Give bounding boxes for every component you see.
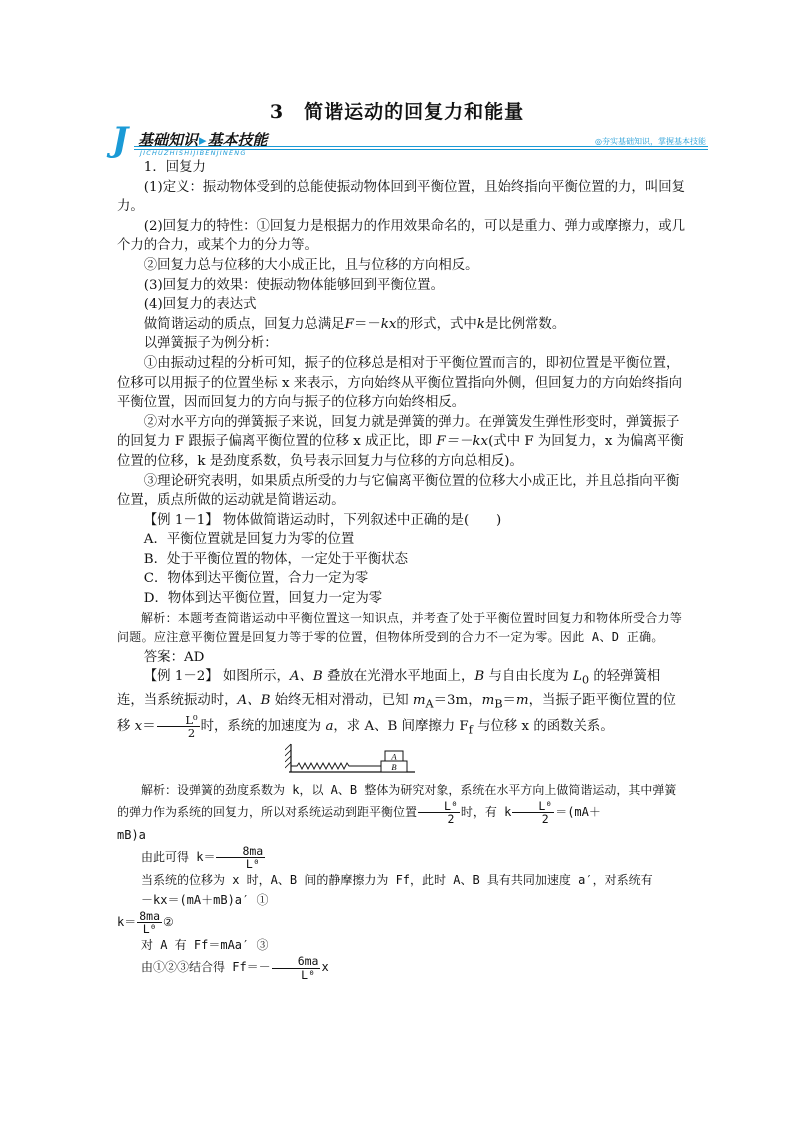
text-span: 做简谐运动的质点，回复力总满足 <box>143 316 345 332</box>
text-span: ＝ <box>142 718 156 734</box>
block-b-label: B <box>391 762 397 773</box>
banner-letter: J <box>112 120 129 160</box>
para-spring-1: ①由振动过程的分析可知，振子的位移总是相对于平衡位置而言的，即初位置是平衡位置，位移可以用振子的位置坐标 x 来表示，方向始终从平衡位置指向外侧，但回复力的方向始终指向平衡位置，因而回复力的方向与振子的位移方向始终相反。 <box>117 355 683 411</box>
section-banner <box>112 120 708 161</box>
heading-restoring-force: 1．回复力 <box>143 160 206 175</box>
para-characteristic-2: ②回复力总与位移的大小成正比，且与位移的方向相反。 <box>143 257 479 273</box>
example-2-question <box>117 667 687 740</box>
example-1-option-a: A．平衡位置就是回复力为零的位置 <box>143 532 355 548</box>
text-span: A <box>425 697 434 711</box>
block-a-label: A <box>391 751 397 762</box>
text-span: L <box>573 669 582 685</box>
para-definition: (1)定义：振动物体受到的总能使振动物体回到平衡位置，且始终指向平衡位置的力，叫回复力。 <box>117 179 685 215</box>
formula-F: F <box>344 316 354 332</box>
text-span: ② <box>163 915 174 930</box>
text-span: 与位移 x 的函数关系。 <box>472 718 614 734</box>
text-span: 时，系统的加速度为 <box>200 718 326 734</box>
text-span: m <box>515 692 529 708</box>
spring-figure <box>117 740 687 780</box>
text-span: A、B <box>289 669 323 685</box>
text-span: 的轻弹簧相连，当系统振动时， <box>117 669 661 708</box>
text-span: ＝ <box>502 692 516 708</box>
text-span: ＝(mA＋ <box>555 805 601 820</box>
page-title: 3 简谐运动的回复力和能量 <box>269 101 525 123</box>
para-characteristic: (2)回复力的特性：①回复力是根据力的作用效果命名的，可以是重力、弹力或摩擦力，或几个力的合力，或某个力的分力等。 <box>117 218 685 254</box>
example-2-solution-1b: mB)a <box>117 828 146 843</box>
spring <box>291 763 381 769</box>
text-span: ，求 A、B 间摩擦力 F <box>333 718 469 734</box>
fraction <box>418 800 460 825</box>
fraction <box>272 955 321 980</box>
fraction-denominator: 2 <box>541 812 549 827</box>
text-span: k＝ <box>117 915 137 930</box>
fraction-denominator: L⁰ <box>301 967 315 982</box>
para-expression: (4)回复力的表达式 <box>143 297 257 313</box>
fraction-numerator: L⁰ <box>418 800 460 813</box>
example-2-solution-3: 当系统的位移为 x 时，A、B 间的静摩擦力为 Ff，此时 A、B 具有共同加速度 a′，对系统有 <box>141 873 653 888</box>
text-span: 【例 1－2】 如图所示， <box>143 669 290 685</box>
formula-hooke: F＝－kx <box>436 434 489 450</box>
fraction <box>512 800 554 825</box>
banner-plus-icon: ▸ <box>199 131 207 149</box>
para-expression-body <box>117 315 687 335</box>
text-span: ＝3m， <box>433 692 482 708</box>
text-span: (式中 F 为回复力，x 为偏离平衡位置的位移，k 是劲度系数，负号表示回复力与位移的方向总相反)。 <box>117 434 684 469</box>
formula-kx: kx <box>380 316 397 332</box>
text-span: ②对水平方向的弹簧振子来说，回复力就是弹簧的弹力。在弹簧发生弹性形变时，弹簧振子的回复力 F 跟振子偏离平衡位置的位移 x 成正比，即 <box>117 414 680 450</box>
text-span: A、B <box>237 692 271 708</box>
text-span: ＝－ <box>353 316 381 332</box>
para-spring-intro: 以弹簧振子为例分析： <box>143 336 278 352</box>
para-spring-3: ③理论研究表明，如果质点所受的力与它偏离平衡位置的位移大小成正比，并且总指向平衡位置，质点所做的运动就是简谐运动。 <box>117 473 680 509</box>
wall-hatch <box>285 744 291 768</box>
fraction-denominator: 2 <box>187 725 196 740</box>
text-span: m <box>412 692 426 708</box>
example-1-option-b: B．处于平衡位置的物体，一定处于平衡状态 <box>143 551 409 567</box>
spring-diagram <box>285 740 425 778</box>
fraction <box>157 714 200 739</box>
fraction-denominator: L⁰ <box>142 922 157 937</box>
text-span: 的形式，式中 <box>396 316 477 332</box>
fraction-numerator: 6ma <box>272 955 321 968</box>
text-span: x <box>321 960 329 975</box>
fraction <box>137 910 162 935</box>
text-span: 时，有 k <box>460 805 512 820</box>
fraction-numerator: 8ma <box>139 909 161 924</box>
banner-pinyin: JICHUZHISHIJIBENJINENG <box>140 149 247 157</box>
example-1-question: 【例 1－1】 物体做简谐运动时，下列叙述中正确的是( ) <box>143 512 502 528</box>
text-span: 叠放在光滑水平地面上， <box>322 669 475 685</box>
text-span: B <box>494 697 503 711</box>
para-spring-2 <box>117 413 687 472</box>
text-span: f <box>468 723 473 737</box>
fraction-numerator: L⁰ <box>512 800 554 813</box>
example-2-solution-6: 对 A 有 Ff＝mAa′ ③ <box>141 938 269 953</box>
text-span: a <box>325 718 334 734</box>
text-span: 由此可得 k＝ <box>141 850 216 865</box>
example-2-solution-1 <box>117 780 687 825</box>
banner-slogan: ◎夯实基础知识，掌握基本技能 <box>595 137 706 146</box>
fraction-numerator: L⁰ <box>157 714 200 727</box>
fraction-numerator: 8ma <box>216 845 265 858</box>
formula-k: k <box>476 316 485 332</box>
text-span: 由①②③结合得 Ff＝－ <box>141 960 271 975</box>
banner-title-a: 基础知识 <box>138 131 199 149</box>
text-span: 解析：设弹簧的劲度系数为 k，以 A、B 整体为研究对象，系统在水平方向上做简谐运动，其中弹簧的弹力作为系统的回复力，所以对系统运动到距平衡位置 <box>117 783 677 820</box>
example-1-option-d: D．物体到达平衡位置，回复力一定为零 <box>143 591 383 607</box>
example-2-solution-4: －kx＝(mA＋mB)a′ ① <box>141 893 269 908</box>
example-1-option-c: C．物体到达平衡位置，合力一定为零 <box>143 571 369 587</box>
fraction-denominator: L⁰ <box>245 857 260 872</box>
text-span: 0 <box>581 673 590 687</box>
fraction-denominator: 2 <box>447 812 455 827</box>
text-span: x <box>134 718 143 734</box>
text-span: 是比例常数。 <box>484 316 566 332</box>
example-1-explanation: 解析：本题考查简谐运动中平衡位置这一知识点，并考查了处于平衡位置时回复力和物体所受合力等问题。应注意平衡位置是回复力等于零的位置，但物体所受到的合力不一定为零。因此 A、D 正确。 <box>117 610 683 645</box>
document-body <box>117 158 687 981</box>
text-span: 与自由长度为 <box>484 669 574 685</box>
para-effect: (3)回复力的效果：使振动物体能够回到平衡位置。 <box>143 277 444 293</box>
text-span: m <box>481 692 495 708</box>
text-span: ，当振子距平衡位置的位移 <box>117 692 676 734</box>
example-1-answer: 答案：AD <box>143 649 205 665</box>
example-2-solution-2 <box>117 845 687 870</box>
text-span: B <box>474 669 485 685</box>
fraction <box>216 845 265 870</box>
text-span: 始终无相对滑动，已知 <box>270 692 413 708</box>
example-2-solution-7 <box>117 955 687 980</box>
example-2-solution-5 <box>117 910 687 935</box>
banner-title-b: 基本技能 <box>207 131 268 149</box>
